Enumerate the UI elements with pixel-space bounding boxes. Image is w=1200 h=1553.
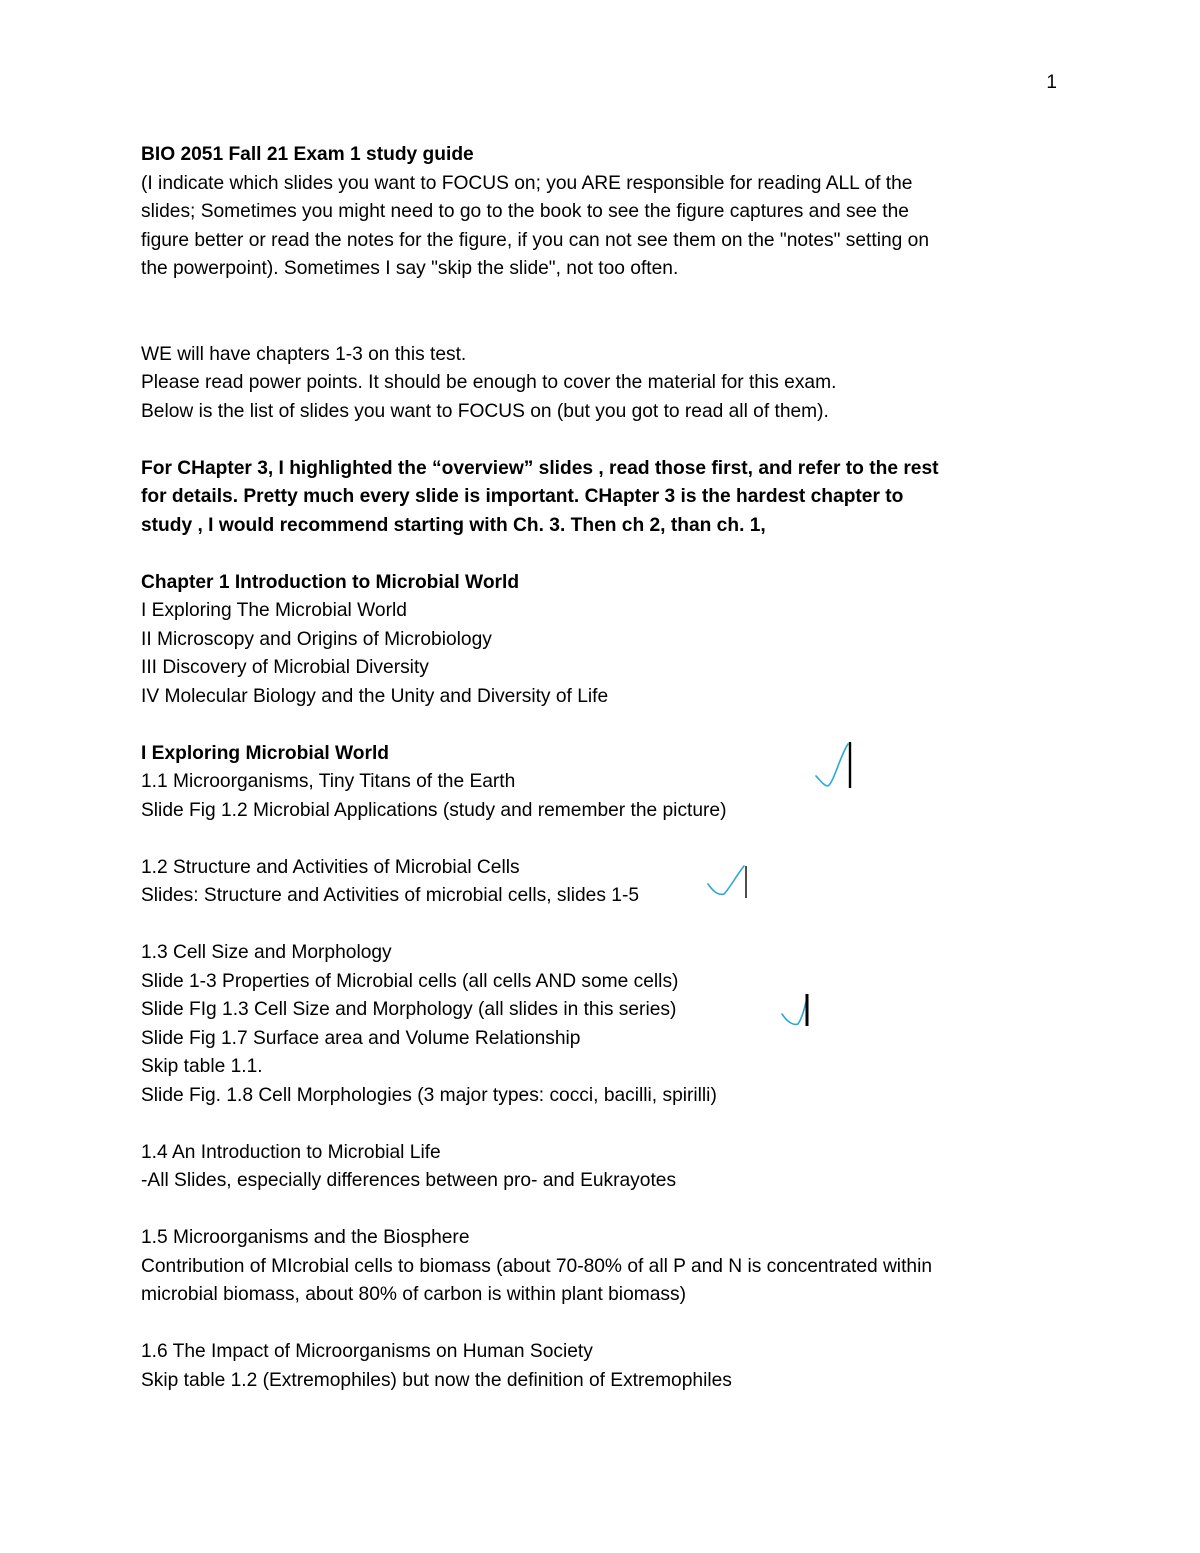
doc-title: BIO 2051 Fall 21 Exam 1 study guide (141, 144, 474, 165)
chapters-note-line-2: Please read power points. It should be enough to cover the material for this exam. (141, 372, 837, 393)
page-number: 1 (1046, 72, 1057, 93)
section-1-2-item: Slides: Structure and Activities of microbial cells, slides 1-5 (141, 885, 640, 906)
intro-line-2: slides; Sometimes you might need to go to the book to see the figure captures and see the (141, 201, 909, 222)
check-mark-icon (812, 736, 858, 794)
chapter1-outline-item: II Microscopy and Origins of Microbiology (141, 628, 492, 650)
spacer (141, 911, 1061, 940)
chapter3-note-line-3: study , I would recommend starting with Ch. 3. Then ch 2, than ch. 1, (141, 514, 766, 536)
section-1-5-item: microbial biomass, about 80% of carbon is within plant biomass) (141, 1284, 686, 1305)
chapter3-note-line-1: For CHapter 3, I highlighted the “overview” slides , read those first, and refer to the rest (141, 457, 939, 479)
chapters-note-line-3: Below is the list of slides you want to FOCUS on (but you got to read all of them). (141, 400, 829, 422)
chapter1-outline-item: I Exploring The Microbial World (141, 600, 407, 621)
section-1-1-title: 1.1 Microorganisms, Tiny Titans of the Earth (141, 771, 516, 792)
section-1-6-title: 1.6 The Impact of Microorganisms on Human Society (141, 1341, 593, 1362)
spacer (141, 1310, 1061, 1339)
spacer (141, 1110, 1061, 1139)
section-1-4-item: -All Slides, especially differences between pro- and Eukrayotes (141, 1170, 677, 1191)
spacer (141, 711, 1061, 740)
chapter1-heading: Chapter 1 Introduction to Microbial World (141, 571, 520, 593)
spacer (141, 825, 1061, 854)
intro-line-4: the powerpoint). Sometimes I say "skip the slide", not too often. (141, 258, 679, 279)
spacer (141, 540, 1061, 569)
section-1-3-item: Slide Fig 1.7 Surface area and Volume Relationship (141, 1027, 581, 1049)
section-1-3-item: Slide Fig. 1.8 Cell Morphologies (3 major types: cocci, bacilli, spirilli) (141, 1084, 717, 1106)
section-1-2-title: 1.2 Structure and Activities of Microbial Cells (141, 856, 520, 878)
section-1-6-item: Skip table 1.2 (Extremophiles) but now the definition of Extremophiles (141, 1369, 732, 1391)
spacer (141, 1196, 1061, 1225)
section-1-5-item: Contribution of MIcrobial cells to biomass (about 70-80% of all P and N is concentrated within (141, 1255, 933, 1277)
chapter1-outline-item: IV Molecular Biology and the Unity and Diversity of Life (141, 685, 609, 707)
section-1-3-title: 1.3 Cell Size and Morphology (141, 942, 392, 963)
spacer (141, 284, 1061, 341)
check-mark-icon (704, 862, 752, 902)
section-1-5-title: 1.5 Microorganisms and the Biosphere (141, 1227, 470, 1248)
intro-line-3: figure better or read the notes for the figure, if you can not see them on the "notes" setting on (141, 229, 929, 251)
chapter1-outline-item: III Discovery of Microbial Diversity (141, 657, 429, 678)
section-1-3-item: Slide FIg 1.3 Cell Size and Morphology (all slides in this series) (141, 999, 677, 1020)
chapter3-note-line-2: for details. Pretty much every slide is important. CHapter 3 is the hardest chapter to (141, 486, 904, 507)
section-1-3-item: Slide 1-3 Properties of Microbial cells (all cells AND some cells) (141, 970, 679, 992)
intro-line-1: (I indicate which slides you want to FOCUS on; you ARE responsible for reading ALL of the (141, 172, 913, 194)
section1-heading: I Exploring Microbial World (141, 742, 390, 764)
chapters-note-line-1: WE will have chapters 1-3 on this test. (141, 343, 467, 365)
check-mark-icon (778, 990, 814, 1030)
section-1-3-item: Skip table 1.1. (141, 1056, 263, 1077)
document-body (141, 141, 1061, 1395)
section-1-1-item: Slide Fig 1.2 Microbial Applications (study and remember the picture) (141, 799, 727, 821)
section-1-4-title: 1.4 An Introduction to Microbial Life (141, 1141, 441, 1163)
spacer (141, 426, 1061, 455)
